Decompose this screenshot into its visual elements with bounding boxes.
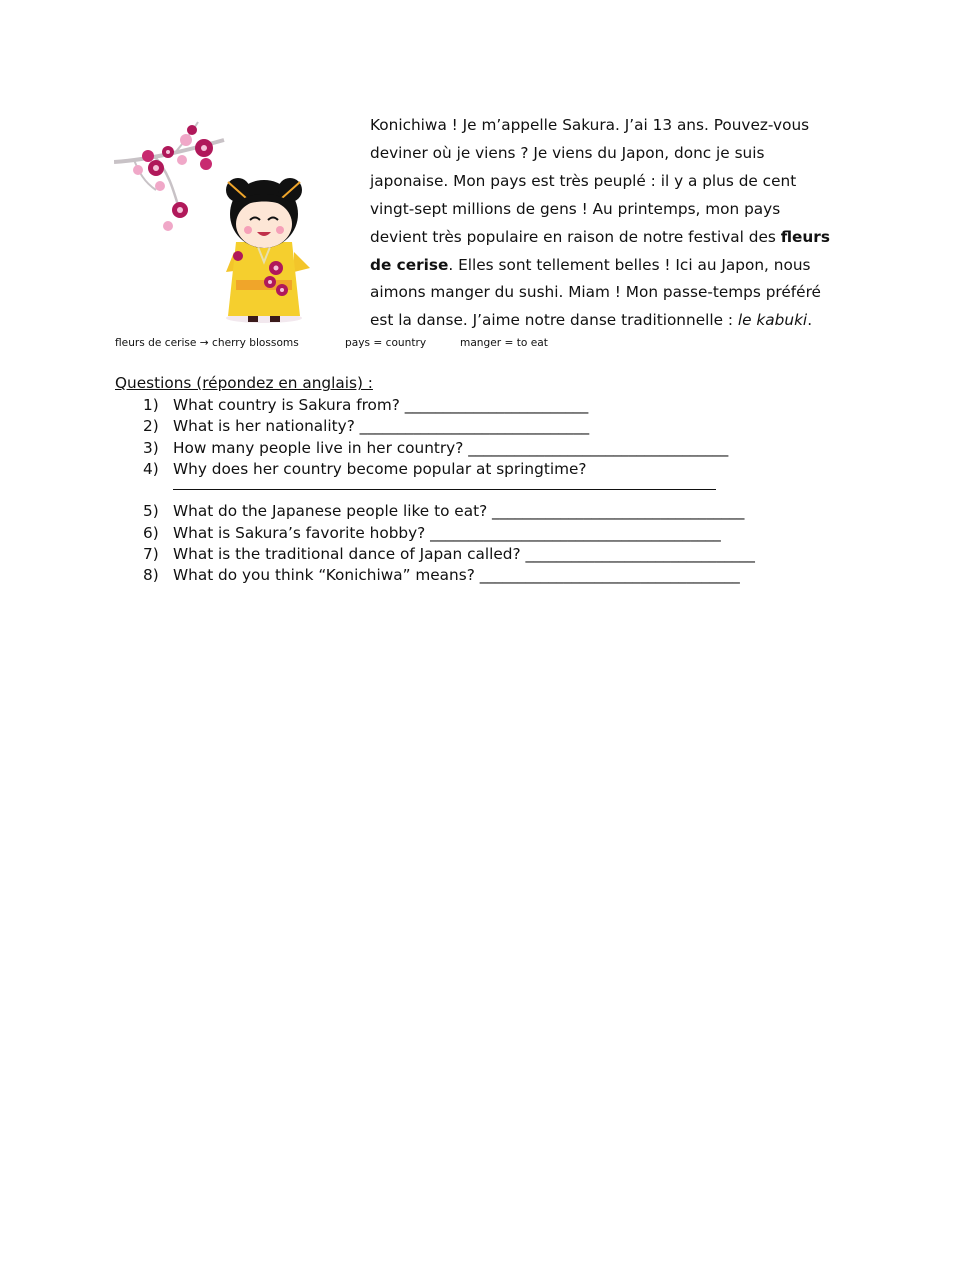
questions-heading: Questions (répondez en anglais) : — [115, 374, 373, 392]
passage-line — [370, 279, 860, 307]
kimono-girl — [226, 178, 310, 323]
question-number: 5) — [143, 502, 159, 521]
sakura-girl-illustration — [114, 112, 354, 334]
passage-line — [370, 168, 860, 196]
cherry-blossoms — [133, 125, 213, 231]
bold-term: fleurs — [780, 227, 830, 246]
passage-text: japonaise. Mon pays est très peuplé : il y a plus de cent — [370, 171, 797, 190]
question-text: What country is Sakura from? ________________________ — [173, 396, 589, 414]
passage-line — [370, 252, 860, 280]
passage-text: . — [807, 311, 813, 330]
passage-line — [370, 196, 860, 224]
passage-text: est la danse. J’aime notre danse traditionnelle : — [370, 311, 738, 330]
passage-line — [370, 224, 860, 252]
vocab-item: pays = country — [345, 337, 427, 349]
question-text: Why does her country become popular at springtime? — [173, 459, 587, 478]
question-number: 6) — [143, 523, 159, 542]
passage-text: Konichiwa ! Je m’appelle Sakura. J’ai 13 ans. Pouvez-vous — [370, 116, 810, 134]
question-number: 7) — [143, 545, 159, 564]
question-text: How many people live in her country? __________________________________ — [173, 438, 729, 457]
question-text: What is Sakura’s favorite hobby? ______________________________________ — [173, 523, 721, 542]
passage-line — [370, 112, 860, 140]
passage-text: . Elles sont tellement belles ! Ici au Japon, nous — [448, 255, 811, 274]
question-number: 3) — [143, 438, 159, 457]
question-number: 8) — [143, 566, 159, 585]
question-number: 4) — [143, 459, 159, 478]
italic-term: le kabuki — [737, 311, 808, 330]
passage-text: devient très populaire en raison de notre festival des — [370, 227, 781, 246]
passage-line — [370, 307, 860, 335]
question-number: 2) — [143, 417, 159, 436]
passage-text: deviner où je viens ? Je viens du Japon, donc je suis — [370, 143, 765, 162]
passage-line — [370, 140, 860, 168]
question-number: 1) — [143, 396, 159, 414]
intro-passage — [370, 112, 860, 335]
answer-line — [173, 489, 716, 490]
question-text: What is her nationality? ______________________________ — [173, 417, 590, 436]
passage-text: vingt-sept millions de gens ! Au printemps, mon pays — [370, 199, 781, 218]
vocab-item: fleurs de cerise → cherry blossoms — [115, 337, 299, 349]
passage-text: aimons manger du sushi. Miam ! Mon passe-temps préféré — [370, 283, 821, 302]
question-text: What is the traditional dance of Japan called? ______________________________ — [173, 545, 755, 564]
question-text: What do you think “Konichiwa” means? __________________________________ — [173, 566, 740, 585]
question-text: What do the Japanese people like to eat? _________________________________ — [173, 502, 745, 521]
bold-term: de cerise — [370, 255, 449, 274]
vocab-item: manger = to eat — [460, 337, 548, 349]
